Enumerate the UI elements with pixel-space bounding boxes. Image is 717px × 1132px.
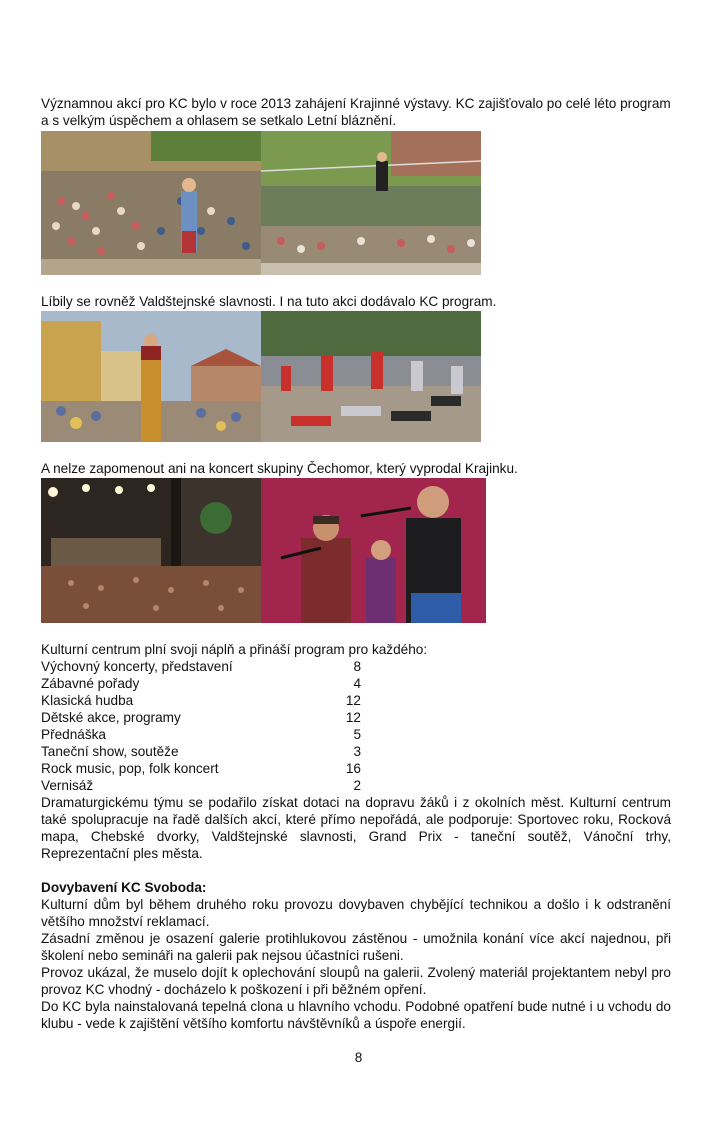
photo-knights-battle: [261, 311, 481, 442]
equipment-paragraph-1: Kulturní dům byl během druhého roku provozu dovybaven chybějící technikou a došlo i k odstranění většího množství reklamací.: [41, 897, 671, 929]
stat-label: Rock music, pop, folk koncert: [41, 761, 219, 776]
stat-row: [41, 760, 361, 777]
stat-label: Klasická hudba: [41, 693, 134, 708]
stat-row: [41, 777, 361, 794]
equipment-paragraph-3: Provoz ukázal, že muselo dojít k oplechování sloupů na galerii. Zvolený materiál projektantem nebyl pro provoz KC vhodný - docházelo k poškození i při běžném opření.: [41, 965, 671, 997]
stat-label: Vernisáž: [41, 778, 94, 793]
stat-label: Přednáška: [41, 727, 106, 742]
photo-tightrope-walker: [261, 131, 481, 275]
intro-paragraph-2: Líbily se rovněž Valdštejnské slavnosti. I na tuto akci dodávalo KC program.: [41, 294, 497, 309]
photo-row-summer: [41, 131, 481, 275]
stat-row: [41, 675, 361, 692]
page-number: 8: [354, 1050, 363, 1065]
intro-paragraph-1: Významnou akcí pro KC bylo v roce 2013 zahájení Krajinné výstavy. KC zajišťovalo po celé léto program a s velkým úspěchem a ohlasem se setkalo Letní bláznění.: [41, 96, 671, 128]
stat-value: 12: [345, 693, 361, 708]
photo-concert-stage: [41, 478, 261, 623]
equipment-heading: Dovybavení KC Svoboda:: [41, 880, 207, 895]
photo-chechomor-band: [261, 478, 486, 623]
stat-row: [41, 658, 361, 675]
stat-row: [41, 726, 361, 743]
dramaturgy-paragraph: Dramaturgickému týmu se podařilo získat dotaci na dopravu žáků i z okolních měst. Kulturní centrum také spolupracuje na řadě dalších akcí, které přímo nepořádá, ale podporuje: Sportovec roku, Rocková mapa, Chebské dvorky, Valdštejnské slavnosti, Grand Prix - taneční soutěž, Vánoční trhy, Reprezentační ples města.: [41, 795, 671, 861]
intro-paragraph-3: A nelze zapomenout ani na koncert skupiny Čechomor, který vyprodal Krajinku.: [41, 461, 518, 476]
stats-list: [41, 658, 361, 794]
stat-row: [41, 692, 361, 709]
stat-label: Taneční show, soutěže: [41, 744, 179, 759]
photo-row-valdstejn: [41, 311, 481, 442]
stat-row: [41, 709, 361, 726]
photo-audience-performer: [41, 131, 261, 275]
stat-value: 4: [353, 676, 361, 691]
equipment-paragraph-4: Do KC byla nainstalovaná tepelná clona u hlavního vchodu. Podobné opatření bude nutné i u vchodu do klubu - vede k zajištění většího komfortu návštěvníků a úspoře energií.: [41, 999, 671, 1031]
stat-value: 8: [353, 659, 361, 674]
stat-label: Dětské akce, programy: [41, 710, 181, 725]
stat-value: 12: [345, 710, 361, 725]
stat-label: Zábavné pořady: [41, 676, 140, 691]
stat-value: 2: [353, 778, 361, 793]
stat-row: [41, 743, 361, 760]
photo-row-concert: [41, 478, 486, 623]
stat-value: 16: [345, 761, 361, 776]
stats-heading: Kulturní centrum plní svoji náplň a přináší program pro každého:: [41, 642, 428, 657]
equipment-paragraph-2: Zásadní změnou je osazení galerie protihlukovou zástěnou - umožnila konání více akcí najednou, při školení nebo semináři na galerii pak nejsou účastníci rušeni.: [41, 931, 671, 963]
stat-label: Výchovný koncerty, představení: [41, 659, 233, 674]
photo-costumed-square: [41, 311, 261, 442]
stat-value: 5: [353, 727, 361, 742]
stat-value: 3: [353, 744, 361, 759]
